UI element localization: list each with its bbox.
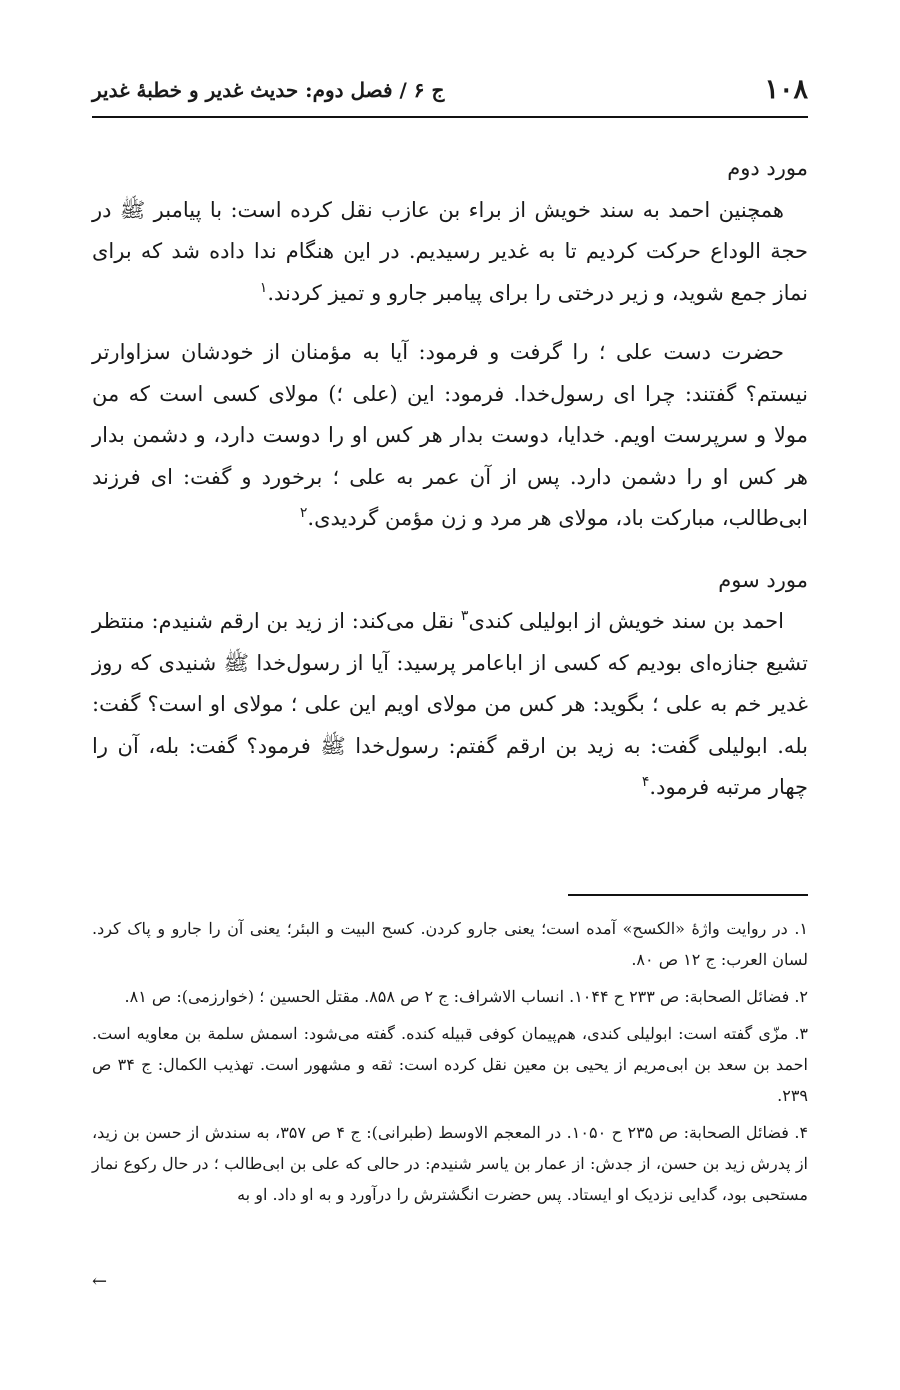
footnote-separator — [568, 894, 808, 896]
continued-arrow-icon: ← — [92, 1271, 108, 1292]
section-heading-3: مورد سوم — [718, 567, 808, 592]
book-page — [92, 0, 808, 1390]
running-header — [92, 70, 808, 110]
footnote: ۱. در روایت واژهٔ «الکسح» آمده است؛ یعنی جارو کردن. کسح البیت و البئر؛ یعنی آن را جارو و پاک کرد. لسان العرب: ج ۱۲ ص ۸۰. — [92, 919, 808, 969]
footnote-ref: ۱ — [259, 279, 268, 296]
paragraph — [92, 190, 808, 315]
main-text — [92, 148, 808, 809]
running-title: ج ۶ / فصل دوم: حدیث غدیر و خطبهٔ غدیر — [92, 78, 445, 102]
header-rule — [92, 116, 808, 118]
footnote-ref: ۴ — [641, 774, 650, 790]
footnote: ۴. فضائل الصحابة: ص ۲۳۵ ح ۱۰۵۰. در المعجم الاوسط (طبرانی): ج ۴ ص ۳۵۷، به سندش از حسن بن زید، از پدرش زید بن حسن، از جدش: از عمار بن یاسر شنیدم: در حالی که علی بن ابی‌طالب ؛ در حال رکوع نماز مستحبی بود، گدایی نزدیک او ایستاد. پس حضرت انگشترش را درآورد و به او داد. او به — [92, 1123, 809, 1204]
footnote-ref: ۳ — [460, 608, 469, 624]
footnote: ۳. مزّی گفته است: ابولیلی کندی، هم‌پیمان کوفی قبیله کنده. گفته می‌شود: اسمش سلمة بن معاویه است. احمد بن سعد بن ابی‌مریم از یحیی بن معین نقل کرده است: ثقه و مشهور است. تهذیب الکمال: ج ۳۴ ص ۲۳۹. — [92, 1024, 808, 1105]
footnotes — [92, 913, 808, 1216]
paragraph-text: نقل می‌کند: از زید بن ارقم شنیدم: منتظر تشیع جنازه‌ای بودیم که کسی از اباعامر پرسید: آیا از رسول‌خدا ﷺ شنیدی که روز غدیر خم به علی ؛ بگوید: هر کس من مولای اویم این علی ؛ مولای او است؟ گفت: بله. ابولیلی گفت: به زید بن ارقم گفتم: رسول‌خدا ﷺ فرمود؟ گفت: بله، آن را چهار مرتبه فرمود. — [92, 609, 808, 799]
footnote: ۲. فضائل الصحابة: ص ۲۳۳ ح ۱۰۴۴. انساب الاشراف: ج ۲ ص ۸۵۸. مقتل الحسین ؛ (خوارزمی): ص ۸۱. — [124, 987, 808, 1006]
footnote-ref: ۲ — [299, 505, 308, 521]
paragraph — [92, 601, 808, 809]
paragraph-text: احمد بن سند خویش از ابولیلی کندی — [468, 609, 784, 633]
section-heading-2: مورد دوم — [727, 156, 808, 180]
paragraph-text: حضرت دست علی ؛ را گرفت و فرمود: آیا به مؤمنان از خودشان سزاوارتر نیستم؟ گفتند: چرا ای رسول‌خدا. فرمود: این (علی ؛) مولای کسی است که من مولا و سرپرست اویم. خدایا، دوست بدار هر کس او را دوست دارد، و دشمن بدار هر کس او را دشمن دارد. پس از آن عمر به علی ؛ برخورد و گفت: ای فرزند ابی‌طالب، مبارکت باد، مولای هر مرد و زن مؤمن گردیدی. — [92, 340, 808, 530]
paragraph-text: همچنین احمد به سند خویش از براء بن عازب نقل کرده است: با پیامبر ﷺ در حجة الوداع حرکت کردیم تا به غدیر رسیدیم. در این هنگام ندا داده شد که برای نماز جمع شوید، و زیر درختی را برای پیامبر جارو و تمیز کردند. — [92, 197, 808, 305]
page-number: ۱۰۸ — [764, 74, 808, 105]
paragraph — [92, 332, 808, 540]
